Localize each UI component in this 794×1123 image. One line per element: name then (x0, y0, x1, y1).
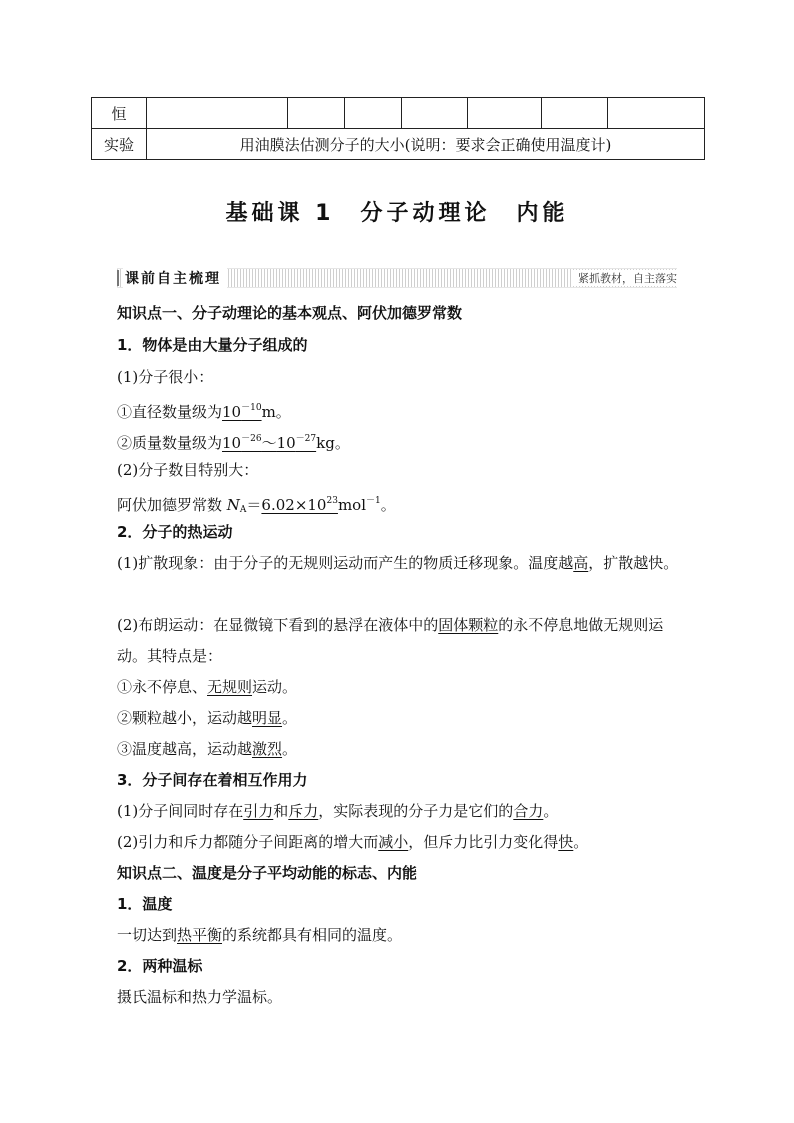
table-cell (147, 98, 288, 129)
temperature-line (117, 924, 402, 946)
text: (1)扩散现象：由于分子的无规则运动而产生的物质迁移现象。温度越 (117, 554, 574, 572)
text: 10 (276, 434, 296, 452)
subheading-scales: 2．两种温标 (117, 957, 203, 975)
text: (2)引力和斥力都随分子间距离的增大而 (117, 833, 379, 851)
text: ，扩散越快。 (588, 554, 679, 572)
text: mol (337, 496, 366, 514)
text: 一切达到 (117, 926, 178, 944)
mass-line (117, 428, 350, 454)
text: 。 (543, 802, 559, 820)
text: ①直径数量级为 (117, 403, 223, 421)
text: 6.02×10 (261, 496, 327, 514)
blank-answer (222, 434, 316, 452)
exponent: －26 (241, 434, 262, 444)
text: 运动。 (252, 678, 298, 696)
table-cell (608, 98, 705, 129)
feature-1 (117, 676, 297, 698)
blank-answer: 明显 (252, 709, 283, 727)
feature-3 (117, 738, 297, 760)
exponent: －1 (366, 496, 381, 506)
exponent: －10 (241, 403, 262, 413)
table-cell (468, 98, 542, 129)
force-line-2 (117, 831, 588, 853)
table-cell (542, 98, 608, 129)
avogadro-line (117, 490, 396, 521)
text: kg。 (316, 434, 350, 452)
text: 。 (282, 709, 298, 727)
subscript: A (239, 505, 247, 515)
text: (1)分子间同时存在 (117, 802, 244, 820)
blank-answer: 高 (573, 554, 589, 572)
exponent: 23 (326, 496, 338, 506)
paragraph: 摄氏温标和热力学温标。 (117, 988, 283, 1006)
section-header-bar (117, 268, 677, 288)
brownian-paragraph (117, 610, 679, 672)
blank-answer (222, 403, 262, 421)
text: ，但斥力比引力变化得 (408, 833, 559, 851)
text: 。 (282, 740, 298, 758)
symbol: N (226, 496, 240, 514)
table-cell (345, 98, 402, 129)
text: ③温度越高，运动越 (117, 740, 253, 758)
text: 的永不停息地做无规则运动。其特点是： (117, 616, 664, 665)
force-line-1 (117, 800, 558, 822)
text: 的系统都具有相同的温度。 (222, 926, 403, 944)
blank-answer: 激烈 (252, 740, 283, 758)
section-label: 课前自主梳理 (123, 268, 227, 288)
text: ，实际表现的分子力是它们的 (318, 802, 514, 820)
text: (2)布朗运动：在显微镜下看到的悬浮在液体中的 (117, 616, 439, 634)
text: ＝ (246, 496, 262, 514)
subheading-temperature: 1．温度 (117, 895, 173, 913)
subheading-thermal-motion: 2．分子的热运动 (117, 523, 233, 541)
blank-answer (261, 496, 338, 514)
blank-answer: 快 (558, 833, 574, 851)
blank-answer: 固体颗粒 (438, 616, 499, 634)
blank-answer: 引力 (243, 802, 274, 820)
text: 和 (273, 802, 289, 820)
text: ②颗粒越小，运动越 (117, 709, 253, 727)
subheading-molecules: 1．物体是由大量分子组成的 (117, 336, 308, 354)
feature-2 (117, 707, 297, 729)
subheading-forces: 3．分子间存在着相互作用力 (117, 771, 308, 789)
text: 。 (573, 833, 589, 851)
blank-answer: 斥力 (288, 802, 319, 820)
blank-answer: 合力 (513, 802, 544, 820)
paragraph: (1)分子很小： (117, 368, 214, 386)
text: 阿伏加德罗常数 (117, 496, 227, 514)
section-bar-marker (117, 270, 119, 286)
table-cell (402, 98, 468, 129)
blank-answer: 无规则 (207, 678, 253, 696)
knowledge-heading-1: 知识点一、分子动理论的基本观点、阿伏加德罗常数 (117, 304, 463, 322)
paragraph: (2)分子数目特别大： (117, 461, 259, 479)
row-label: 恒 (92, 98, 147, 129)
blank-answer: 热平衡 (177, 926, 223, 944)
text: 10 (222, 403, 242, 421)
row-label: 实验 (92, 129, 147, 160)
curriculum-table (91, 97, 704, 160)
text: ①永不停息、 (117, 678, 208, 696)
table-row (92, 98, 705, 129)
exponent: －27 (295, 434, 317, 444)
table-row (92, 129, 705, 160)
page-title: 基础课 1 分子动理论 内能 (225, 201, 569, 226)
section-subtitle: 紧抓教材，自主落实 (572, 270, 677, 286)
text: ～ (261, 434, 277, 452)
diffusion-paragraph (117, 548, 679, 579)
experiment-cell: 用油膜法估测分子的大小(说明：要求会正确使用温度计) (147, 129, 705, 160)
table-cell (288, 98, 345, 129)
text: ②质量数量级为 (117, 434, 223, 452)
text: 10 (222, 434, 242, 452)
text: 。 (380, 496, 396, 514)
knowledge-heading-2: 知识点二、温度是分子平均动能的标志、内能 (117, 864, 418, 882)
diameter-line (117, 397, 291, 423)
blank-answer: 减小 (378, 833, 409, 851)
text: m。 (261, 403, 291, 421)
